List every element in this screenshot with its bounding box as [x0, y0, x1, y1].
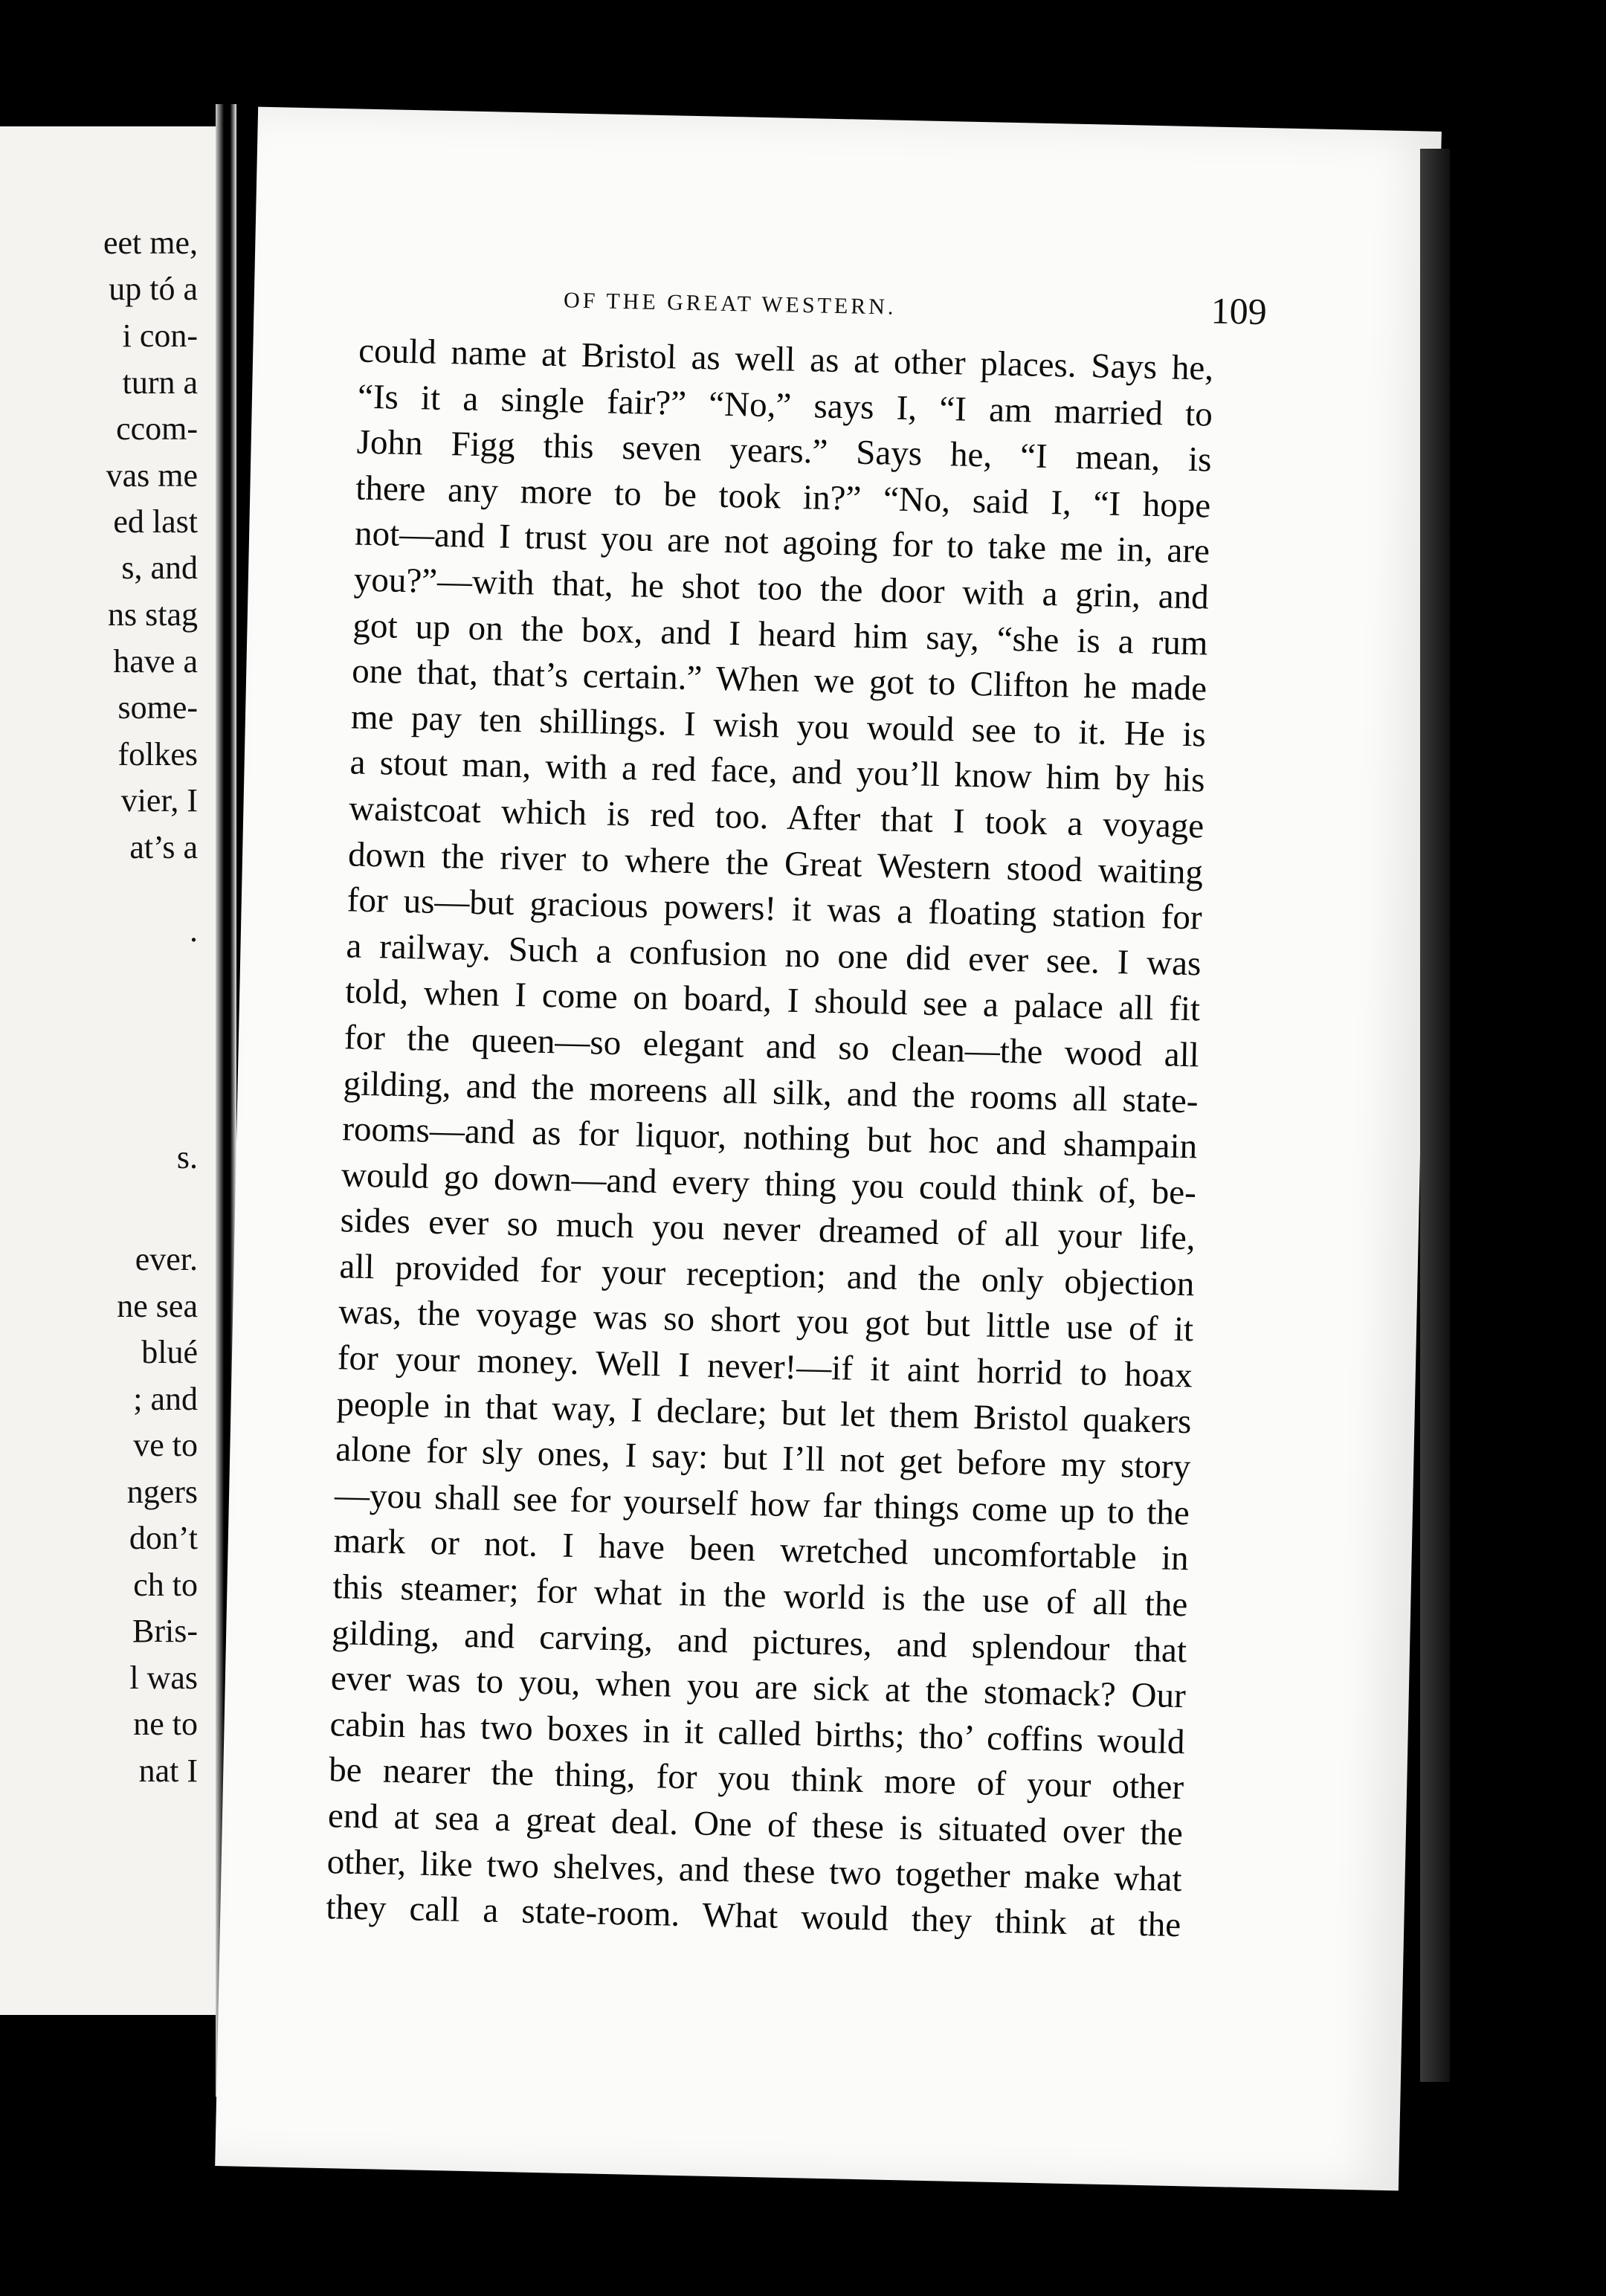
text-line: would go down—and every thing you could think of, be- — [341, 1155, 1197, 1213]
text-line: a stout man, with a red face, and you’ll know him by his — [349, 743, 1206, 800]
text-line: rooms—and as for liquor, nothing but hoc and shampain — [341, 1109, 1198, 1167]
text-line: for us—but gracious powers! it was a floating station for — [346, 880, 1203, 938]
text-line: all provided for your reception; and the only objection — [338, 1247, 1195, 1304]
left-page-line-fragment: ed last — [113, 503, 198, 540]
left-page-line-fragment: ns stag — [108, 596, 198, 633]
text-line: was, the voyage was so short you got but little use of it — [338, 1292, 1194, 1349]
text-line: other, like two shelves, and these two together make what — [326, 1842, 1183, 1899]
text-line: end at sea a great deal. One of these is situated over the — [327, 1796, 1184, 1854]
text-line: you?”—with that, he shot too the door with a grin, and — [353, 560, 1210, 617]
body-text — [326, 329, 1214, 1949]
left-page-line-fragment: vas me — [106, 457, 198, 494]
left-page-line-fragment: ne to — [133, 1706, 198, 1742]
text-line: gilding, and carving, and pictures, and splendour that — [331, 1613, 1187, 1670]
left-page-line-fragment: ne sea — [117, 1288, 198, 1324]
left-page-line-fragment: ever. — [135, 1241, 198, 1277]
text-line: me pay ten shillings. I wish you would see to it. He is — [350, 697, 1207, 755]
text-line: alone for sly ones, I say: but I’ll not get before my story — [335, 1430, 1191, 1487]
left-page-line-fragment: Bris- — [132, 1613, 198, 1649]
text-line: for the queen—so elegant and so clean—the wood all — [344, 1018, 1200, 1075]
left-page-line-fragment: up tó a — [109, 271, 198, 307]
text-line: they call a state-room. What would they think at the — [325, 1888, 1181, 1945]
text-line: gilding, and the moreens all silk, and the rooms all state- — [343, 1063, 1199, 1120]
left-page-line-fragment: ccom- — [116, 410, 198, 447]
text-line: got up on the box, and I heard him say, “she is a rum — [352, 606, 1208, 663]
text-line: John Figg this seven years.” Says he, “I mean, is — [356, 422, 1213, 480]
left-page-line-fragment: some- — [117, 689, 198, 726]
right-page — [215, 107, 1442, 2191]
text-line: cabin has two boxes in it called births; tho’ coffins would — [329, 1704, 1185, 1762]
left-page-line-fragment: eet me, — [103, 225, 198, 261]
left-page-line-fragment: turn a — [122, 364, 198, 401]
left-page-line-fragment: s, and — [121, 549, 198, 586]
text-line: this steamer; for what in the world is the use of all the — [332, 1567, 1188, 1625]
running-head: OF THE GREAT WESTERN. — [563, 288, 897, 320]
text-line: there any more to be took in?” “No, said I, “I hope — [355, 468, 1211, 526]
left-page-line-fragment: at’s a — [129, 829, 198, 865]
text-line: “Is it a single fair?” “No,” says I, “I am married to — [357, 377, 1213, 434]
text-line: could name at Bristol as well as at other places. Says he, — [358, 331, 1214, 388]
text-line: waistcoat which is red too. After that I took a voyage — [348, 789, 1204, 846]
text-line: people in that way, I declare; but let them Bristol quakers — [336, 1384, 1192, 1441]
left-page-line-fragment: . — [190, 912, 198, 949]
text-line: ever was to you, when you are sick at the stomack? Our — [330, 1659, 1187, 1716]
left-page-line-fragment: s. — [176, 1139, 198, 1176]
left-page-line-fragment: nat I — [138, 1752, 198, 1789]
page-number: 109 — [1210, 289, 1268, 333]
text-line: for your money. Well I never!—if it aint horrid to hoax — [337, 1338, 1193, 1396]
left-page-line-fragment: l was — [129, 1660, 198, 1696]
left-facing-page — [0, 126, 216, 2015]
left-page-line-fragment: don’t — [129, 1520, 198, 1556]
left-page-line-fragment: vier, I — [120, 782, 198, 819]
text-line: mark or not. I have been wretched uncomfortable in — [333, 1521, 1190, 1578]
text-line: down the river to where the Great Western stood waiting — [347, 834, 1204, 891]
left-page-line-fragment: i con- — [122, 317, 198, 354]
left-page-line-fragment: ngers — [126, 1474, 198, 1510]
text-line: not—and I trust you are not agoing for to take me in, are — [354, 514, 1210, 571]
text-line: —you shall see for yourself how far things come up to the — [334, 1476, 1190, 1533]
text-line: sides ever so much you never dreamed of all your life, — [340, 1201, 1196, 1258]
left-page-line-fragment: ch to — [133, 1567, 198, 1603]
left-page-line-fragment: blué — [141, 1334, 198, 1370]
text-line: be nearer the thing, for you think more of your other — [328, 1750, 1184, 1808]
left-page-line-fragment: folkes — [117, 736, 198, 773]
left-page-line-fragment: have a — [113, 643, 198, 680]
text-line: one that, that’s certain.” When we got to Clifton he made — [351, 651, 1207, 709]
left-page-line-fragment: ; and — [133, 1381, 198, 1417]
left-page-line-fragment: ve to — [133, 1427, 198, 1463]
page-edge-shadow — [1420, 149, 1450, 2082]
text-line: told, when I come on board, I should see a palace all fit — [344, 972, 1201, 1029]
text-line: a railway. Such a confusion no one did ever see. I was — [346, 926, 1202, 984]
